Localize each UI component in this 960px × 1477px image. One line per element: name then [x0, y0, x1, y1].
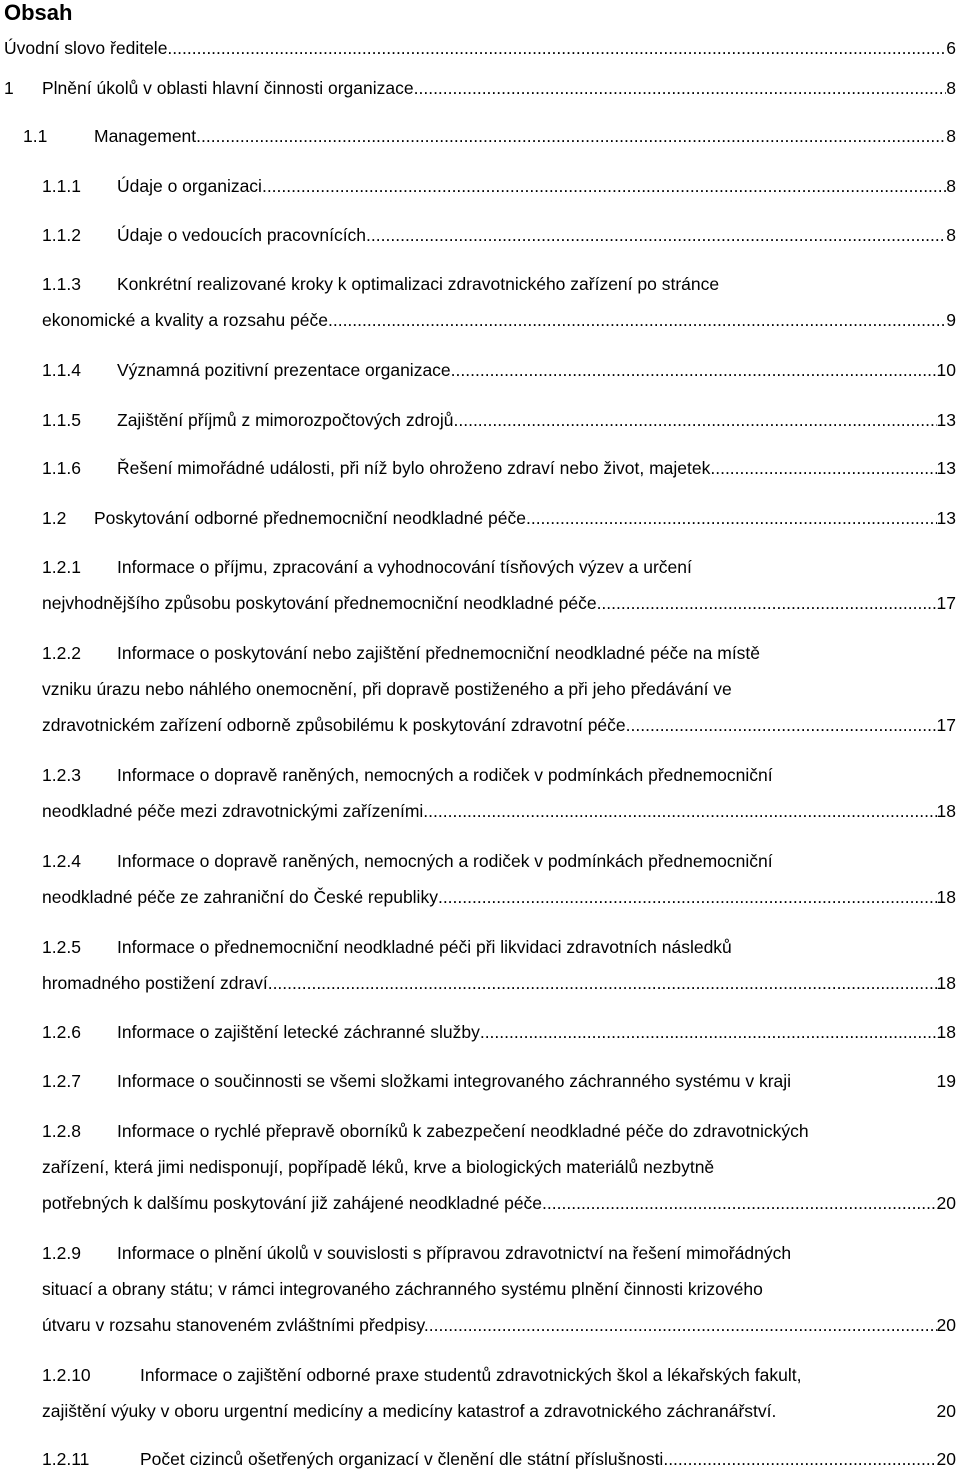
leader-dots: [454, 402, 937, 438]
toc-page-number: 17: [936, 593, 956, 613]
toc-entry-12[interactable]: [42, 757, 956, 829]
leader-dots: [423, 793, 936, 829]
toc-entry-16[interactable]: [42, 1063, 956, 1099]
toc-entry-8[interactable]: [42, 450, 956, 486]
toc-entry-text: Informace o součinnosti se všemi složkami integrovaného záchranného systému v kraji: [117, 1071, 792, 1091]
page-title: Obsah: [4, 0, 73, 25]
toc-page-number: 18: [936, 801, 956, 821]
toc-entry-number: 1.1.2: [42, 225, 81, 245]
toc-page-number: 19: [936, 1071, 956, 1091]
leader-dots: [366, 217, 946, 253]
toc-entry-text: potřebných k dalšímu poskytování již zahájené neodkladné péče: [42, 1193, 543, 1213]
leader-dots: [710, 450, 936, 486]
leader-dots: [196, 118, 946, 154]
toc-entry-text-line: Informace o dopravě raněných, nemocných a rodiček v podmínkách přednemocniční: [117, 851, 773, 871]
toc-entry-11[interactable]: [42, 635, 956, 743]
toc-page-number: 8: [946, 126, 956, 146]
toc-entry-text: neodkladné péče mezi zdravotnickými zařízeními: [42, 801, 424, 821]
leader-dots: [451, 352, 937, 388]
toc-entry-text: Řešení mimořádné události, při níž bylo ohroženo zdraví nebo život, majetek: [117, 458, 711, 478]
toc-entry-text-line: Informace o přednemocniční neodkladné péči při likvidaci zdravotních následků: [117, 937, 732, 957]
toc-entry-10[interactable]: [42, 549, 956, 621]
toc-page-number: 20: [936, 1193, 956, 1213]
toc-entry-text-line: Informace o plnění úkolů v souvislosti s přípravou zdravotnictví na řešení mimořádných: [117, 1243, 792, 1263]
toc-entry-text: neodkladné péče ze zahraniční do České republiky: [42, 887, 438, 907]
toc-entry-number: 1.1.4: [42, 360, 81, 380]
toc-entry-7[interactable]: [42, 402, 956, 438]
toc-entry-text: nejvhodnějšího způsobu poskytování přednemocniční neodkladné péče: [42, 593, 597, 613]
toc-page-number: 18: [936, 973, 956, 993]
toc-page-number: 20: [936, 1401, 956, 1421]
toc-entry-text: Údaje o vedoucích pracovnících: [117, 225, 367, 245]
toc-page-number: 18: [936, 887, 956, 907]
toc-entry-15[interactable]: [42, 1014, 956, 1050]
toc-entry-1[interactable]: [4, 70, 956, 106]
toc-entry-text-line: Informace o příjmu, zpracování a vyhodnocování tísňových výzev a určení: [117, 557, 692, 577]
toc-entry-number: 1.2.1: [42, 557, 81, 577]
toc-entry-text: Počet cizinců ošetřených organizací v členění dle státní příslušnosti: [140, 1449, 664, 1469]
toc-entry-text-line: Informace o zajištění odborné praxe studentů zdravotnických škol a lékařských fakult,: [140, 1365, 802, 1385]
toc-entry-number: 1.2.4: [42, 851, 81, 871]
leader-dots: [328, 302, 946, 338]
toc-page-number: 8: [946, 78, 956, 98]
toc-page-number: 13: [936, 508, 956, 528]
toc-entry-text-line: Informace o dopravě raněných, nemocných a rodiček v podmínkách přednemocniční: [117, 765, 773, 785]
leader-dots: [167, 30, 946, 66]
leader-dots: [262, 168, 946, 204]
toc-entry-number: 1.2.6: [42, 1022, 81, 1042]
toc-page-number: 17: [936, 715, 956, 735]
toc-entry-18[interactable]: [42, 1235, 956, 1343]
leader-dots: [597, 585, 937, 621]
toc-entry-number: 1.2: [42, 508, 67, 528]
toc-page-number: 18: [936, 1022, 956, 1042]
toc-entry-19[interactable]: [42, 1357, 956, 1429]
toc-entry-number: 1.1.6: [42, 458, 81, 478]
leader-dots: [480, 1014, 937, 1050]
toc-entry-text-line: Informace o rychlé přepravě oborníků k zabezpečení neodkladné péče do zdravotnických: [117, 1121, 809, 1141]
toc-page-number: 6: [946, 38, 956, 58]
toc-entry-number: 1.2.7: [42, 1071, 81, 1091]
leader-dots: [429, 1307, 937, 1343]
leader-dots: [663, 1441, 936, 1477]
toc-entry-number: 1.1.5: [42, 410, 81, 430]
toc-entry-text: Významná pozitivní prezentace organizace: [117, 360, 451, 380]
toc-entry-number: 1.2.8: [42, 1121, 81, 1141]
toc-entry-number: 1.2.3: [42, 765, 81, 785]
toc-entry-text: Poskytování odborné přednemocniční neodkladné péče: [94, 508, 526, 528]
toc-entry-text: Plnění úkolů v oblasti hlavní činnosti organizace: [42, 78, 414, 98]
toc-entry-text: zajištění výuky v oboru urgentní medicíny a medicíny katastrof a zdravotnického záchranářství.: [42, 1401, 777, 1421]
leader-dots: [526, 500, 937, 536]
toc-entry-0[interactable]: [4, 30, 956, 66]
toc-entry-2[interactable]: [23, 118, 956, 154]
toc-entry-text-line: situací a obrany státu; v rámci integrovaného záchranného systému plnění činnosti krizového: [42, 1279, 763, 1299]
toc-entry-20[interactable]: [42, 1441, 956, 1477]
toc-entry-13[interactable]: [42, 843, 956, 915]
toc-page-number: 13: [936, 458, 956, 478]
toc-entry-text: Údaje o organizaci: [117, 176, 262, 196]
toc-entry-number: 1.2.5: [42, 937, 81, 957]
toc-entry-number: 1.1.1: [42, 176, 81, 196]
leader-dots: [268, 965, 937, 1001]
toc-entry-3[interactable]: [42, 168, 956, 204]
toc-entry-text-line: Konkrétní realizované kroky k optimalizaci zdravotnického zařízení po stránce: [117, 274, 720, 294]
toc-entry-text: Informace o zajištění letecké záchranné služby: [117, 1022, 480, 1042]
leader-dots: [626, 707, 937, 743]
toc-entry-number: 1.2.11: [42, 1449, 90, 1469]
toc-entry-text: hromadného postižení zdraví: [42, 973, 268, 993]
toc-entry-14[interactable]: [42, 929, 956, 1001]
toc-entry-text: Management: [94, 126, 197, 146]
toc-page-number: 13: [936, 410, 956, 430]
toc-entry-text-line: vzniku úrazu nebo náhlého onemocnění, při dopravě postiženého a při jeho předávání ve: [42, 679, 732, 699]
toc-entry-17[interactable]: [42, 1113, 956, 1221]
toc-entry-4[interactable]: [42, 217, 956, 253]
toc-entry-text-line: Informace o poskytování nebo zajištění přednemocniční neodkladné péče na místě: [117, 643, 761, 663]
leader-dots: [414, 70, 947, 106]
toc-page-number: 8: [946, 176, 956, 196]
toc-entry-6[interactable]: [42, 352, 956, 388]
toc-entry-number: 1: [4, 78, 14, 98]
toc-entry-number: 1.1.3: [42, 274, 81, 294]
toc-page-number: 10: [936, 360, 956, 380]
toc-entry-text: Zajištění příjmů z mimorozpočtových zdrojů: [117, 410, 454, 430]
toc-entry-text: útvaru v rozsahu stanoveném zvláštními předpisy.: [42, 1315, 429, 1335]
toc-page-number: 9: [946, 310, 956, 330]
toc-entry-text: Úvodní slovo ředitele: [4, 38, 168, 58]
toc-entry-number: 1.2.10: [42, 1365, 91, 1385]
toc-entry-number: 1.2.9: [42, 1243, 81, 1263]
toc-entry-9[interactable]: [42, 500, 956, 536]
leader-dots: [542, 1185, 936, 1221]
toc-entry-text-line: zařízení, která jimi nedisponují, popřípadě léků, krve a biologických materiálů nezbytně: [42, 1157, 715, 1177]
toc-entry-text: ekonomické a kvality a rozsahu péče: [42, 310, 328, 330]
toc-page-number: 20: [936, 1315, 956, 1335]
toc-entry-number: 1.2.2: [42, 643, 81, 663]
toc-entry-text: zdravotnickém zařízení odborně způsobilému k poskytování zdravotní péče: [42, 715, 626, 735]
toc-entry-number: 1.1: [23, 126, 48, 146]
toc-page-number: 8: [946, 225, 956, 245]
toc-entry-5[interactable]: [42, 266, 956, 338]
leader-dots: [438, 879, 937, 915]
toc-page-number: 20: [936, 1449, 956, 1469]
